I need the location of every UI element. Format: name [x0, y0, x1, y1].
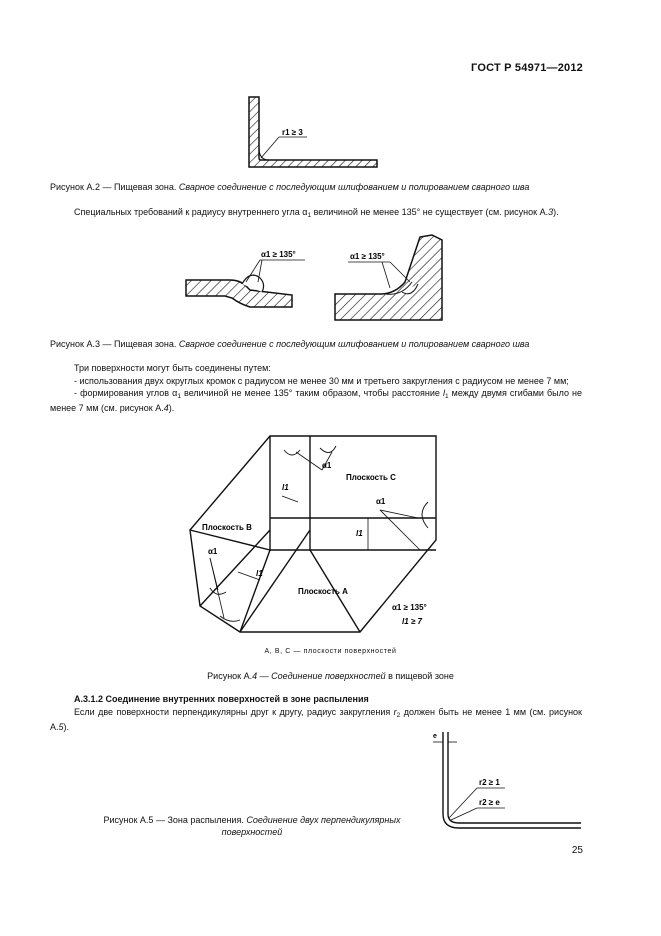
- figure-a2-drawing: [235, 92, 385, 172]
- r-subscript: 2: [396, 712, 401, 719]
- caption-italic: Сварное соединение с последующим шлифованием и полированием сварного шва: [178, 182, 530, 192]
- plane-b-label: Плоскость В: [202, 523, 252, 532]
- para2-line3-b: величиной не менее 135° таким образом, чтобы расстояние: [180, 388, 443, 398]
- figure-ref: 3: [548, 207, 554, 217]
- r2-label-1: r2 ≥ 1: [479, 778, 500, 787]
- page-number: 25: [571, 845, 583, 856]
- section-heading: А.3.1.2 Соединение внутренних поверхностей в зоне распыления: [74, 694, 369, 704]
- caption-dash: —: [257, 671, 272, 681]
- caption-prefix: Рисунок А.5 — Зона распыления.: [103, 815, 247, 825]
- section-text-a: Если две поверхности перпендикулярны друг к другу, радиус закругления: [74, 707, 394, 717]
- para2-line3-a: - формирования углов: [74, 388, 173, 398]
- figure-a3-label-right: α1 ≥ 135°: [350, 252, 385, 261]
- alpha-label-left: α1: [208, 547, 218, 556]
- caption-num: 4: [252, 671, 258, 681]
- figure-a2-label: r1 ≥ 3: [282, 128, 303, 137]
- para2-line3: [50, 387, 582, 414]
- alpha-label-right: α1: [376, 497, 386, 506]
- para1-text-a: Специальных требований к радиусу внутреннего угла: [74, 207, 303, 217]
- l-subscript: 1: [444, 393, 449, 400]
- figure-a5-drawing: [425, 728, 585, 840]
- caption-prefix: Рисунок А.3 — Пищевая зона.: [50, 339, 179, 349]
- figure-a3-caption: [50, 338, 610, 350]
- caption-line1: [82, 814, 422, 826]
- figure-a4-caption: [0, 670, 661, 682]
- figure-a3-label-left: α1 ≥ 135°: [261, 250, 296, 259]
- caption-line2: [82, 826, 422, 838]
- plane-c-label: Плоскость С: [346, 473, 396, 482]
- r2-label-e: r2 ≥ e: [479, 798, 500, 807]
- alpha-subscript: 1: [177, 393, 181, 400]
- para2-line2: - использования двух округлых кромок с радиусом не менее 30 мм и третьего закругления с радиусом не менее 7 мм;: [74, 375, 569, 386]
- caption-italic: Сварное соединение с последующим шлифованием и полированием сварного шва: [178, 339, 530, 349]
- figure-a3: [180, 232, 450, 327]
- caption-prefix: Рисунок А.: [207, 671, 253, 681]
- document-header: ГОСТ Р 54971—2012: [471, 62, 583, 74]
- figure-a2: [235, 92, 385, 172]
- section-text-b: должен быть не менее 1 мм (см. рисунок А.: [50, 707, 582, 732]
- para2-line3-d: ).: [168, 402, 175, 413]
- condition-alpha: α1 ≥ 135°: [392, 603, 427, 612]
- l-label-top: l1: [282, 483, 289, 492]
- figure-a5: [425, 728, 585, 840]
- l-symbol: l: [442, 388, 445, 398]
- l-label-bottom: l1: [256, 569, 263, 578]
- para2-line3-c: между двумя сгибами было не менее 7 мм (см. рисунок А.: [50, 388, 582, 413]
- figure-a2-caption: [50, 181, 610, 193]
- alpha-symbol: α: [302, 207, 308, 217]
- paragraph-2: [50, 362, 582, 414]
- l-label-right: l1: [356, 529, 363, 538]
- figure-ref: 5: [58, 721, 64, 732]
- figure-a4-drawing: [180, 430, 460, 640]
- r-symbol: r: [393, 707, 397, 717]
- figure-a4: [180, 430, 460, 640]
- section-text-c: ).: [63, 721, 70, 732]
- figure-a3-drawing: [180, 232, 450, 327]
- para1-text-b: величиной не менее 135° не существует (см. рисунок А.: [311, 207, 549, 217]
- figure-ref: 4: [163, 402, 169, 413]
- figure-a4-note: А, В, С — плоскости поверхностей: [264, 648, 397, 655]
- caption-italic-2: поверхностей: [221, 827, 283, 837]
- paragraph-1: [50, 206, 582, 221]
- para2-line1: Три поверхности могут быть соединены путем:: [74, 363, 271, 373]
- caption-italic-1: Соединение двух перпендикулярных: [246, 815, 401, 825]
- condition-l: l1 ≥ 7: [402, 617, 422, 626]
- alpha-label-top: α1: [322, 461, 332, 470]
- caption-italic: Соединение поверхностей: [271, 671, 386, 681]
- para1-text-c: ).: [553, 207, 559, 217]
- alpha-subscript: 1: [307, 212, 312, 219]
- caption-prefix: Рисунок А.2 — Пищевая зона.: [50, 182, 179, 192]
- alpha-symbol: α: [172, 388, 178, 398]
- caption-suffix: в пищевой зоне: [385, 671, 454, 681]
- figure-a5-caption: [82, 814, 422, 838]
- thickness-label: e: [433, 733, 437, 740]
- plane-a-label: Плоскость А: [298, 587, 348, 596]
